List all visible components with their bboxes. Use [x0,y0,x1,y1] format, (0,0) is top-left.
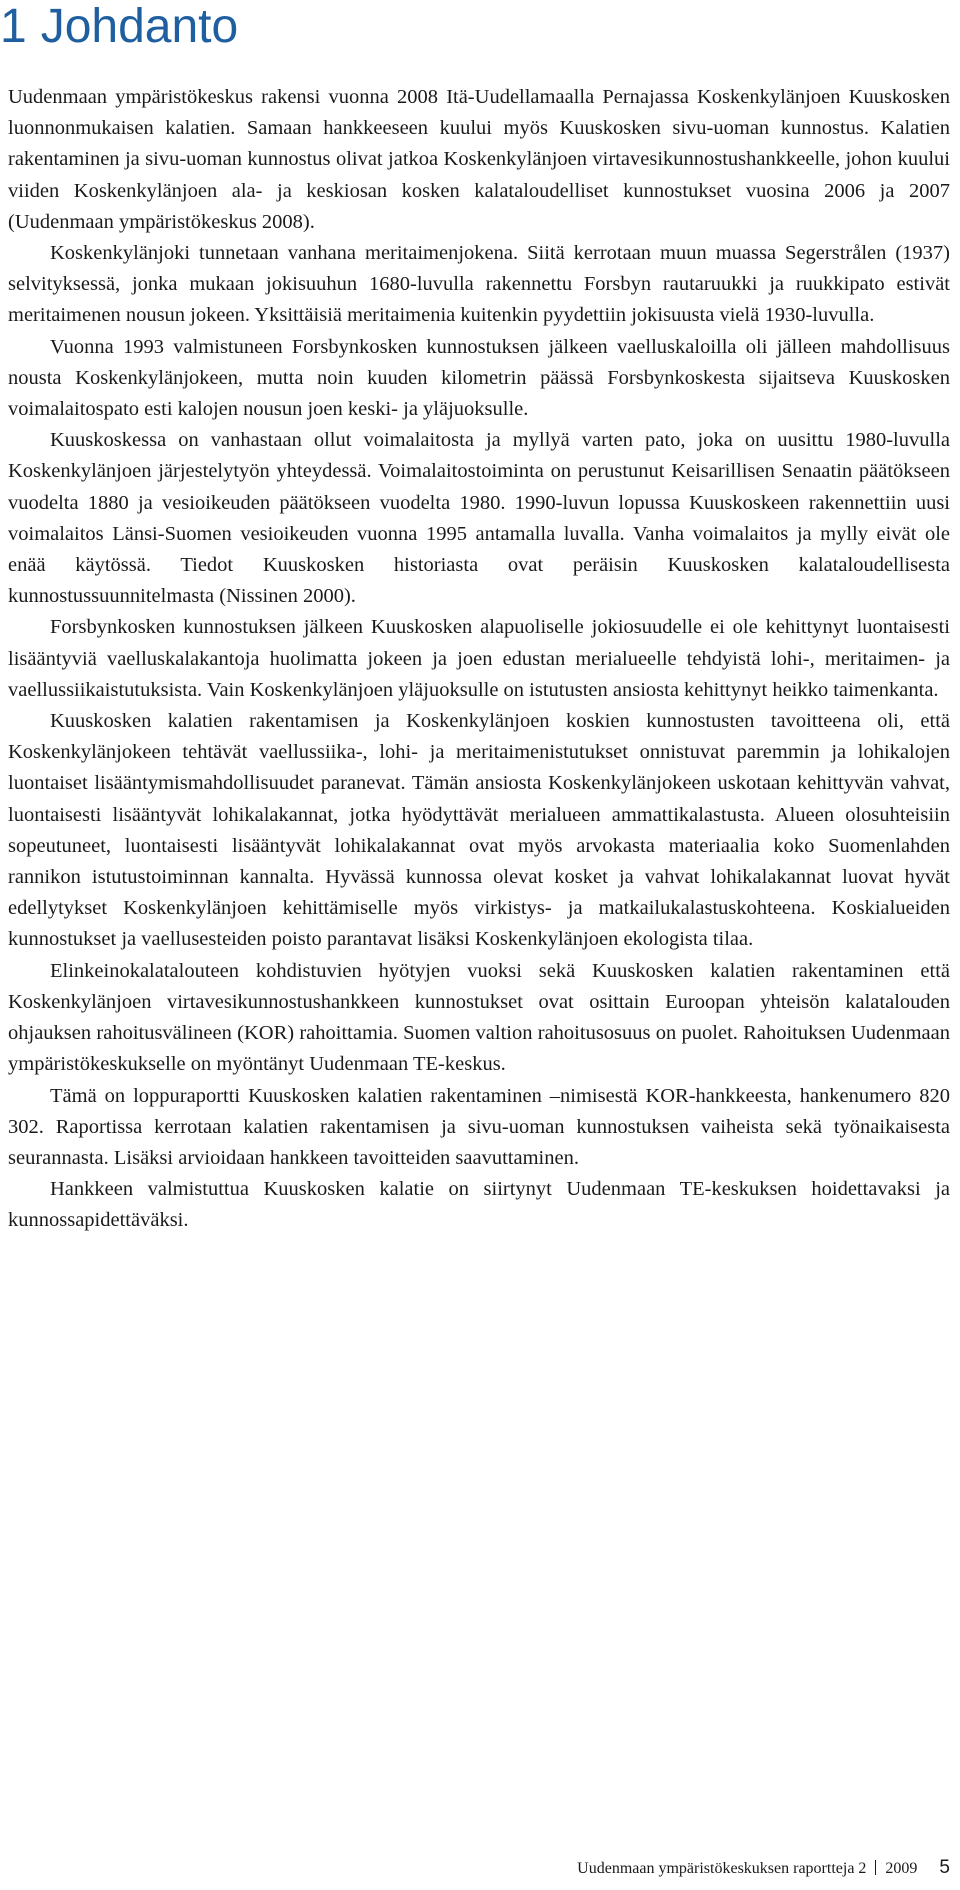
paragraph: Tämä on loppuraportti Kuuskosken kalatien rakentaminen –nimisestä KOR-hankkeesta, hankenumero 820 302. Raportissa kerrotaan kalatien rakentamisen ja sivu-uoman kunnostuksen vaiheista sekä työnaikaisesta seurannasta. Lisäksi arvioidaan hankkeen tavoitteiden saavuttaminen. [8,1084,950,1169]
footer-series: Uudenmaan ympäristökeskuksen raportteja 2 [577,1860,867,1877]
page-number: 5 [939,1857,950,1878]
chapter-number: 1 [0,0,27,53]
page-footer [577,1858,950,1879]
paragraph: Vuonna 1993 valmistuneen Forsbynkosken kunnostuksen jälkeen vaelluskaloilla oli jälleen mahdollisuus nousta Koskenkylänjokeen, mutta noin kuuden kilometrin päässä Forsbynkoskesta sijaitseva Kuuskosken voimalaitospato esti kalojen nousun joen keski- ja yläjuoksulle. [8,335,950,421]
paragraph: Uudenmaan ympäristökeskus rakensi vuonna 2008 Itä-Uudellamaalla Pernajassa Koskenkylänjoen Kuuskosken luonnonmukaisen kalatien. Samaan hankkeeseen kuului myös Kuuskosken sivu-uoman kunnostus. Kalatien rakentaminen ja sivu-uoman kunnostus olivat jatkoa Koskenkylänjoen virtavesikunnostushankkeelle, johon kuului viiden Koskenkylänjoen ala- ja keskiosan kosken kalataloudelliset kunnostukset vuosina 2006 ja 2007 (Uudenmaan ympäristökeskus 2008). [8,86,950,233]
chapter-heading [0,0,238,54]
paragraph: Kuuskosken kalatien rakentamisen ja Koskenkylänjoen koskien kunnostusten tavoitteena oli, että Koskenkylänjokeen tehtävät vaellussiika-, lohi- ja meritaimenistutukset onnistuvat paremmin ja lohikalojen luontaiset lisääntymismahdollisuudet paranevat. Tämän ansiosta Koskenkylänjokeen uskotaan kehittyvän vahvat, luontaisesti lisääntyvät lohikalakannat, jotka hyödyttävät merialueen ammattikalastusta. Alueen olosuhteisiin sopeutuneet, luontaisesti lisääntyvät lohikalakannat ovat myös arvokasta materiaalia koko Suomenlahden rannikon istutustoiminnan kannalta. Hyvässä kunnossa olevat kosket ja vahvat lohikalakannat luovat hyvät edellytykset Koskenkylänjoen kehittämiselle myös virkistys- ja matkailukalastuskohteena. Koskialueiden kunnostukset ja vaellusesteiden poisto parantavat lisäksi Koskenkylänjoen ekologista tilaa. [8,710,950,951]
paragraph: Forsbynkosken kunnostuksen jälkeen Kuuskosken alapuoliselle jokiosuudelle ei ole kehittynyt luontaisesti lisääntyviä vaelluskalakantoja huolimatta jokeen ja joen edustan merialueelle tehdyistä lohi-, meritaimen- ja vaellussiikaistutuksista. Vain Koskenkylänjoen yläjuoksulle on istutusten ansiosta kehittynyt heikko taimenkanta. [8,616,950,701]
paragraph: Koskenkylänjoki tunnetaan vanhana meritaimenjokena. Siitä kerrotaan muun muassa Segerstrålen (1937) selvityksessä, jonka mukaan jokisuuhun 1680-luvulla rakennettu Forsbyn rautaruukki ja ruukkipato estivät meritaimenen nousun jokeen. Yksittäisiä meritaimenia kuitenkin pyydettiin jokisuusta vielä 1930-luvulla. [8,242,950,327]
body-text [8,82,950,1237]
footer-separator [875,1860,876,1875]
footer-year: 2009 [885,1860,918,1877]
chapter-title: Johdanto [40,0,239,53]
paragraph: Hankkeen valmistuttua Kuuskosken kalatie on siirtynyt Uudenmaan TE-keskuksen hoidettavaksi ja kunnossapidettäväksi. [8,1178,950,1232]
paragraph: Elinkeinokalatalouteen kohdistuvien hyötyjen vuoksi sekä Kuuskosken kalatien rakentaminen että Koskenkylänjoen virtavesikunnostushankkeen kunnostukset ovat osittain Euroopan yhteisön kalatalouden ohjauksen rahoitusvälineen (KOR) rahoittamia. Suomen valtion rahoitusosuus on puolet. Rahoituksen Uudenmaan ympäristökeskukselle on myöntänyt Uudenmaan TE-keskus. [8,959,950,1076]
paragraph: Kuuskoskessa on vanhastaan ollut voimalaitosta ja myllyä varten pato, joka on uusittu 1980-luvulla Koskenkylänjoen järjestelytyön yhteydessä. Voimalaitostoiminta on perustunut Keisarillisen Senaatin päätökseen vuodelta 1880 ja vesioikeuden päätökseen vuodelta 1980. 1990-luvun lopussa Kuuskoskeen rakennettiin uusi voimalaitos Länsi-Suomen vesioikeuden vuonna 1995 antamalla luvalla. Vanha voimalaitos ja mylly eivät ole enää käytössä. Tiedot Kuuskosken historiasta ovat peräisin Kuuskosken kalataloudellisesta kunnostussuunnitelmasta (Nissinen 2000). [8,429,950,608]
